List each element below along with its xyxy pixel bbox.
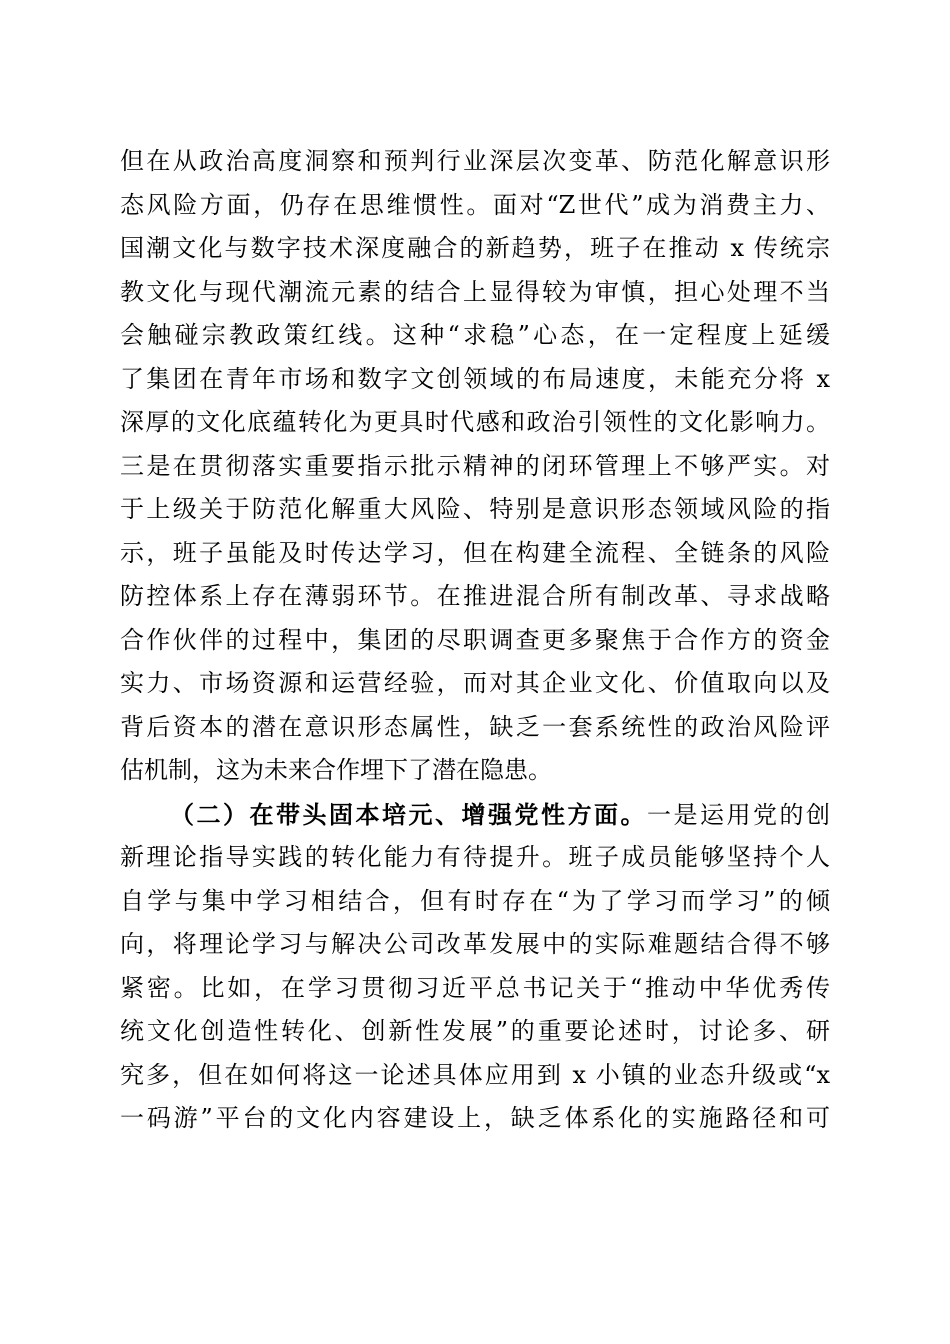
text-line: 实力、市场资源和运营经验，而对其企业文化、价值取向以及	[120, 669, 830, 697]
text-line: 背后资本的潜在意识形态属性，缺乏一套系统性的政治风险评	[120, 712, 830, 741]
text-line: 教文化与现代潮流元素的结合上显得较为审慎，担心处理不当	[120, 277, 830, 306]
text-line: 三是在贯彻落实重要指示批示精神的闭环管理上不够严实。对	[120, 451, 830, 480]
text-line: 防控体系上存在薄弱环节。在推进混合所有制改革、寻求战略	[120, 582, 830, 610]
text-span: 一是运用党的创	[647, 800, 830, 829]
text-line: 自学与集中学习相结合，但有时存在“为了学习而学习”的倾	[120, 886, 830, 915]
text-line: 紧密。比如，在学习贯彻习近平总书记关于“推动中华优秀传	[120, 973, 830, 1002]
text-line: 统文化创造性转化、创新性发展”的重要论述时，讨论多、研	[120, 1017, 830, 1045]
paragraph-1	[120, 140, 830, 793]
text-line: 态风险方面，仍存在思维惯性。面对“Z世代”成为消费主力、	[120, 190, 830, 219]
text-line: 会触碰宗教政策红线。这种“求稳”心态，在一定程度上延缓	[120, 321, 830, 349]
text-line: 深厚的文化底蕴转化为更具时代感和政治引领性的文化影响力。	[120, 408, 830, 436]
text-line: 向，将理论学习与解决公司改革发展中的实际难题结合得不够	[120, 930, 830, 958]
text-line: 一码游”平台的文化内容建设上，缺乏体系化的实施路径和可	[120, 1104, 830, 1132]
document-page	[120, 140, 830, 1141]
paragraph-2	[120, 793, 830, 1141]
text-line: 国潮文化与数字技术深度融合的新趋势，班子在推动 x 传统宗	[120, 234, 830, 262]
text-line: 了集团在青年市场和数字文创领域的布局速度，未能充分将 x	[120, 364, 830, 393]
text-line: 合作伙伴的过程中，集团的尽职调查更多聚焦于合作方的资金	[120, 625, 830, 654]
paragraph-2-first-line	[120, 793, 830, 837]
section-heading: （二）在带头固本培元、增强党性方面。	[170, 799, 647, 829]
text-line: 示，班子虽能及时传达学习，但在构建全流程、全链条的风险	[120, 538, 830, 567]
text-line: 新理论指导实践的转化能力有待提升。班子成员能够坚持个人	[120, 843, 830, 871]
text-line: 于上级关于防范化解重大风险、特别是意识形态领域风险的指	[120, 495, 830, 523]
text-line: 究多，但在如何将这一论述具体应用到 x 小镇的业态升级或“x	[120, 1060, 830, 1089]
text-line: 但在从政治高度洞察和预判行业深层次变革、防范化解意识形	[120, 147, 830, 175]
text-line: 估机制，这为未来合作埋下了潜在隐患。	[120, 756, 552, 784]
